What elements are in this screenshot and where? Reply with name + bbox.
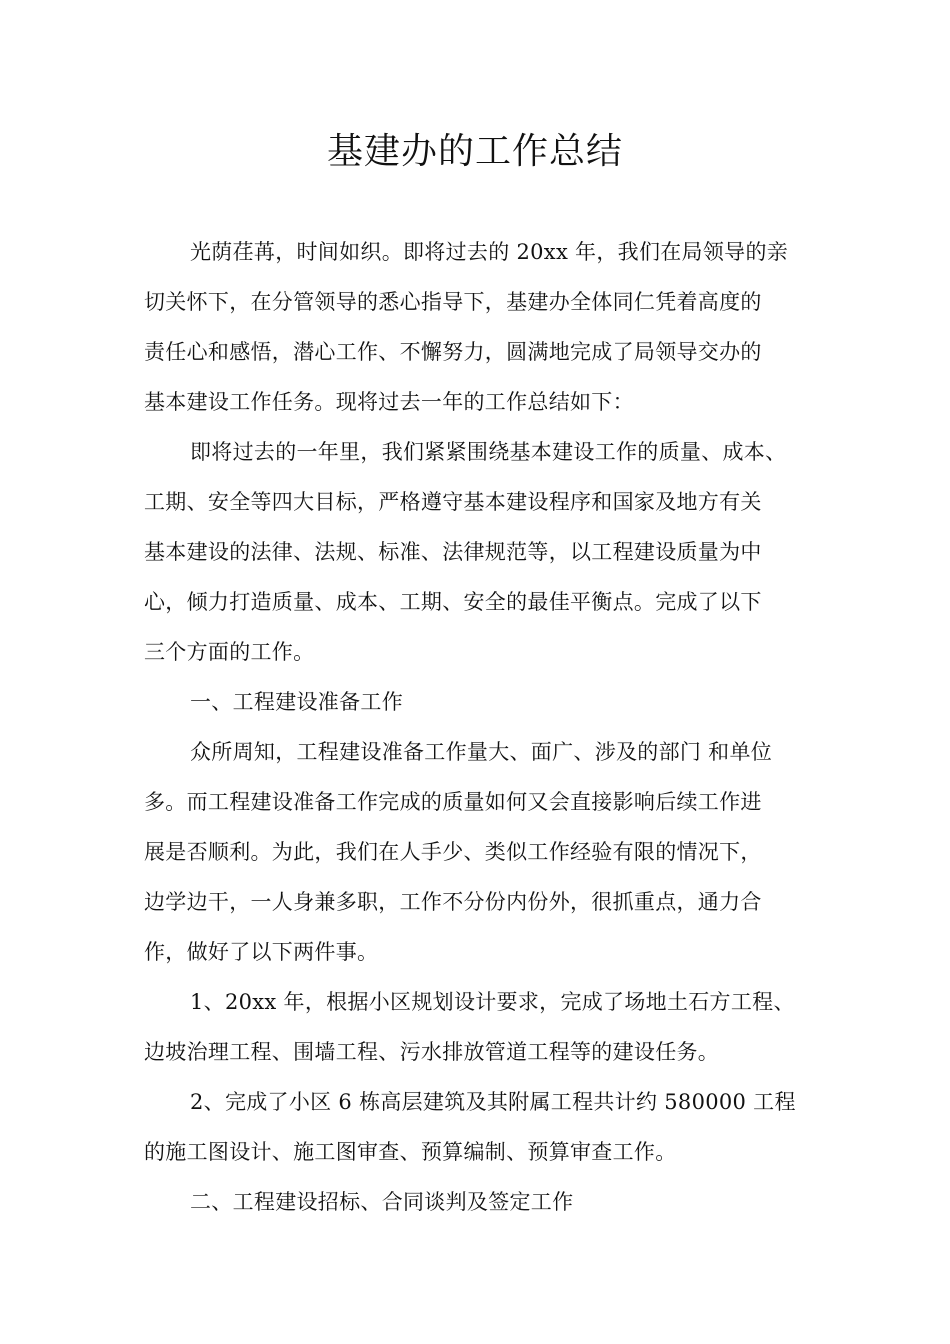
paragraph-line: 责任心和感悟，潜心工作、不懈努力，圆满地完成了局领导交办的 [144, 340, 762, 364]
list-item: 1、20xx 年，根据小区规划设计要求，完成了场地土石方工程、 [190, 990, 795, 1014]
paragraph-line: 心，倾力打造质量、成本、工期、安全的最佳平衡点。完成了以下 [144, 590, 762, 614]
paragraph-line: 切关怀下，在分管领导的悉心指导下，基建办全体同仁凭着高度的 [144, 290, 762, 314]
document-title: 基建办的工作总结 [326, 131, 623, 172]
section-heading: 一、工程建设准备工作 [190, 690, 403, 714]
paragraph-line: 即将过去的一年里，我们紧紧围绕基本建设工作的质量、成本、 [190, 440, 787, 464]
paragraph-line: 作，做好了以下两件事。 [144, 940, 379, 964]
paragraph-line: 工期、安全等四大目标，严格遵守基本建设程序和国家及地方有关 [144, 490, 762, 514]
list-item-continuation: 边坡治理工程、围墙工程、污水排放管道工程等的建设任务。 [144, 1040, 720, 1064]
paragraph-line: 三个方面的工作。 [144, 640, 315, 664]
paragraph-line: 多。而工程建设准备工作完成的质量如何又会直接影响后续工作进 [144, 790, 762, 814]
list-item-continuation: 的施工图设计、施工图审查、预算编制、预算审查工作。 [144, 1140, 677, 1164]
paragraph-line: 光荫荏苒，时间如织。即将过去的 20xx 年，我们在局领导的亲 [190, 240, 789, 264]
paragraph-line: 边学边干，一人身兼多职，工作不分份内份外，很抓重点，通力合 [144, 890, 762, 914]
paragraph-line: 基本建设工作任务。现将过去一年的工作总结如下： [144, 390, 634, 414]
list-item: 2、完成了小区 6 栋高层建筑及其附属工程共计约 580000 工程 [190, 1090, 796, 1114]
document-body [144, 227, 824, 1227]
paragraph-line: 众所周知，工程建设准备工作量大、面广、涉及的部门 和单位 [190, 740, 773, 764]
paragraph-line: 展是否顺利。为此，我们在人手少、类似工作经验有限的情况下， [144, 840, 762, 864]
section-heading: 二、工程建设招标、合同谈判及签定工作 [190, 1190, 574, 1214]
paragraph-line: 基本建设的法律、法规、标准、法律规范等，以工程建设质量为中 [144, 540, 762, 564]
